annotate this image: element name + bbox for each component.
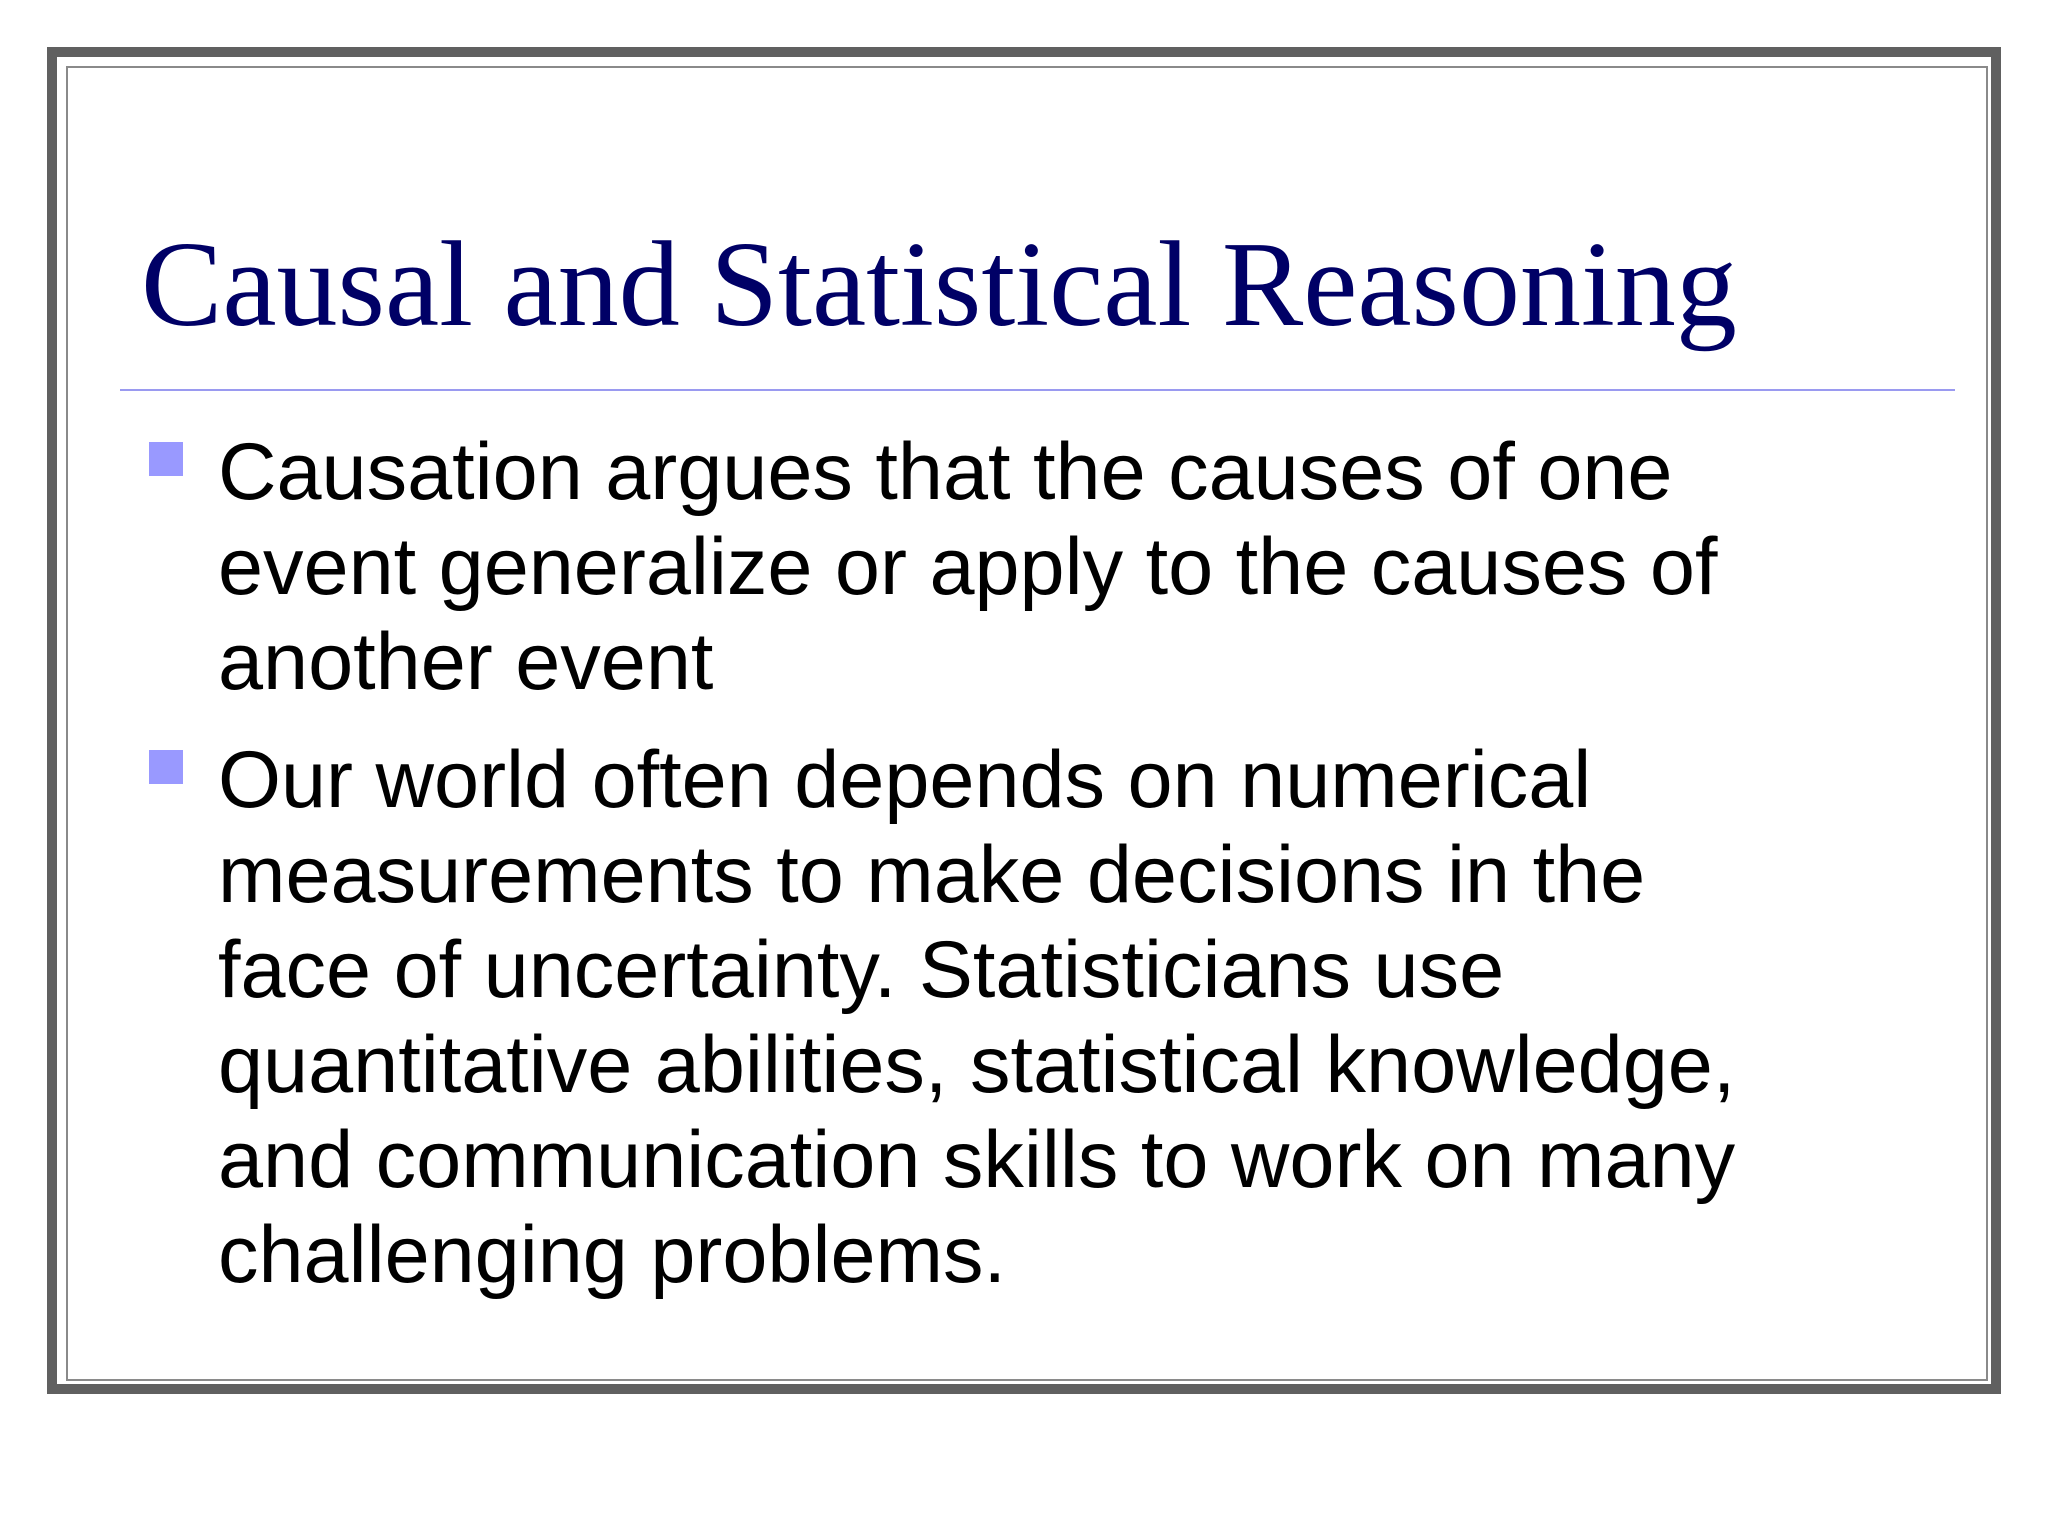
square-bullet-icon <box>149 442 183 476</box>
bullet-line: measurements to make decisions in the <box>218 830 1646 920</box>
bullet-text <box>218 733 1918 1303</box>
bullet-line: Causation argues that the causes of one <box>218 427 1673 517</box>
bullet-line: event generalize or apply to the causes of <box>218 522 1718 612</box>
bullet-line: another event <box>218 617 714 707</box>
square-bullet-icon <box>149 750 183 784</box>
slide-title: Causal and Statistical Reasoning <box>141 217 1737 352</box>
bullet-text <box>218 425 1918 710</box>
bullet-line: face of uncertainty. Statisticians use <box>218 925 1505 1015</box>
bullet-line: and communication skills to work on many <box>218 1115 1736 1205</box>
bullet-line: Our world often depends on numerical <box>218 735 1592 825</box>
bullet-line: quantitative abilities, statistical knowledge, <box>218 1020 1736 1110</box>
title-divider <box>120 389 1955 391</box>
bullet-line: challenging problems. <box>218 1210 1006 1300</box>
